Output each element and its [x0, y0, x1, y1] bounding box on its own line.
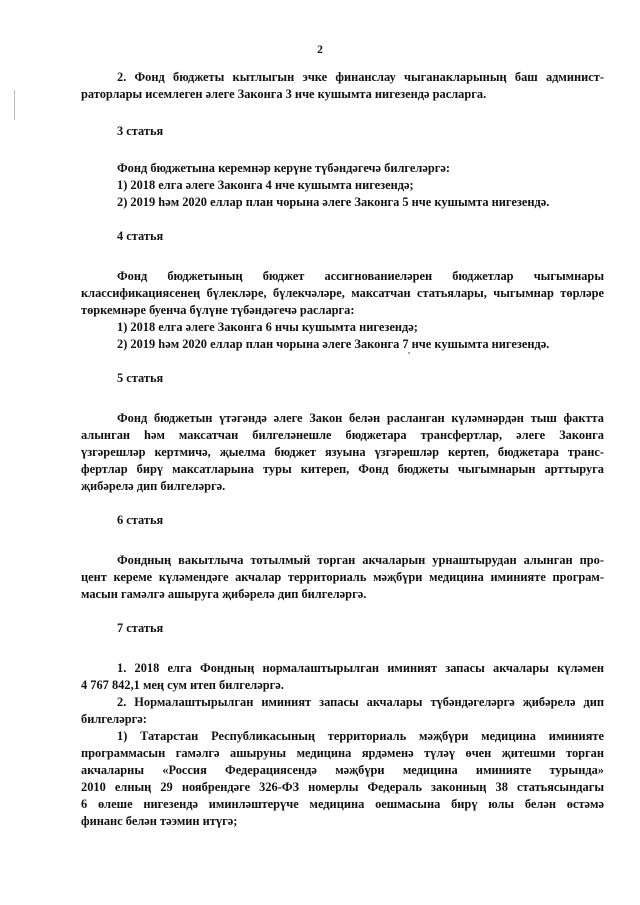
item-2-paragraph — [81, 69, 604, 103]
document-body — [81, 69, 604, 830]
article-7-heading: 7 статья — [117, 621, 164, 635]
item-2-line-2: раторлары исемлеген әлеге Законга 3 нче кушымта нигезендә расларга. — [81, 87, 487, 101]
article-3-line-2: 1) 2018 елга әлеге Законга 4 нче кушымта нигезендә; — [117, 178, 414, 192]
article-7-line-3: 2. Нормалаштырылган иминият запасы акчалары түбәндәгеләргә җибәрелә дип — [117, 695, 604, 709]
item-2-line-1: 2. Фонд бюджеты кытлыгын эчке финанслау чыганакларының баш админист- — [117, 70, 604, 84]
article-3-line-3: 2) 2019 һәм 2020 еллар план чорына әлеге Законга 5 нче кушымта нигезендә. — [117, 195, 550, 209]
article-4-line-4: 1) 2018 елга әлеге Законга 6 нчы кушымта нигезендә; — [117, 320, 418, 334]
article-3-line-1: Фонд бюджетына керемнәр керүне түбәндәгечә билгеләргә: — [117, 161, 450, 175]
scan-margin-mark — [14, 90, 15, 120]
article-4-line-1: Фонд бюджетының бюджет ассигнованиеләрен бюджетлар чыгымнары — [117, 269, 604, 283]
article-7-line-5: 1) Татарстан Республикасының территориаль мәҗбүри медицина иминияте — [117, 729, 604, 743]
article-6-line-3: масын гамәлгә ашыруга җибәрелә дип билгеләргә. — [81, 587, 367, 601]
article-5-line-4: фертлар бирү максатларына туры китереп, Фонд бюджеты чыгымнарын арттыруга — [81, 462, 604, 476]
article-6-line-1: Фондның вакытлыча тотылмый торган акчаларын урнаштырудан алынган про- — [117, 553, 604, 567]
article-7-line-4: билгеләргә: — [81, 712, 147, 726]
article-7-line-1: 1. 2018 елга Фондның нормалаштырылган иминият запасы акчалары күләмен — [117, 661, 604, 675]
article-5-line-3: үзгәрешләр кертмичә, җыелма бюджет язуына үзгәрешләр кертеп, бюджетара транс- — [81, 445, 604, 459]
article-7-body — [81, 660, 604, 830]
article-5-line-2: алынган һәм максатчан билгеләнешле бюджетара трансфертлар, әлеге Законга — [81, 428, 604, 442]
article-7-line-8: 2010 елның 29 ноябрендәге 326-ФЗ номерлы Федераль законның 38 статьясындагы — [81, 780, 604, 794]
article-4-body — [81, 268, 604, 353]
article-6-heading: 6 статья — [117, 513, 164, 527]
article-4-line-2: классификациясенең бүлекләре, бүлекчәләре, максатчан статьялары, чыгымнар төрләре — [81, 286, 604, 300]
article-3-body — [117, 160, 604, 211]
article-4-line-3: төркемнәре буенча бүлүне түбәндәгечә расларга: — [81, 303, 355, 317]
article-7-line-6: программасын гамәлгә ашыруны медицина ярдәменә түләү өчен җитешми торган — [81, 746, 604, 760]
article-7-line-9: 6 өлеше нигезендә иминләштерүче медицина оешмасына бирү юлы белән өстәмә — [81, 797, 604, 811]
article-7-line-7: акчаларны «Россия Федерациясендә мәҗбүри медицина иминияте турында» — [81, 763, 604, 777]
page-number: 2 — [317, 44, 323, 56]
article-5-line-5: җибәрелә дип билгеләргә. — [81, 479, 226, 493]
article-6-body — [81, 552, 604, 603]
article-3-heading: 3 статья — [117, 124, 164, 138]
article-4-heading: 4 статья — [117, 229, 164, 243]
article-4-line-5: 2) 2019 һәм 2020 еллар план чорына әлеге Законга 7 нче кушымта нигезендә. — [117, 337, 550, 351]
article-5-body — [81, 410, 604, 495]
article-5-heading: 5 статья — [117, 371, 164, 385]
article-5-line-1: Фонд бюджетын үтәгәндә әлеге Закон белән расланган күләмнәрдән тыш фактта — [117, 411, 604, 425]
article-6-line-2: цент кереме күләмендәге акчалар территориаль мәҗбүри медицина иминияте програм- — [81, 570, 604, 584]
article-7-line-2: 4 767 842,1 мең сум итеп билгеләргә. — [81, 678, 284, 692]
article-7-line-10: финанс белән тәэмин итүгә; — [81, 814, 238, 828]
